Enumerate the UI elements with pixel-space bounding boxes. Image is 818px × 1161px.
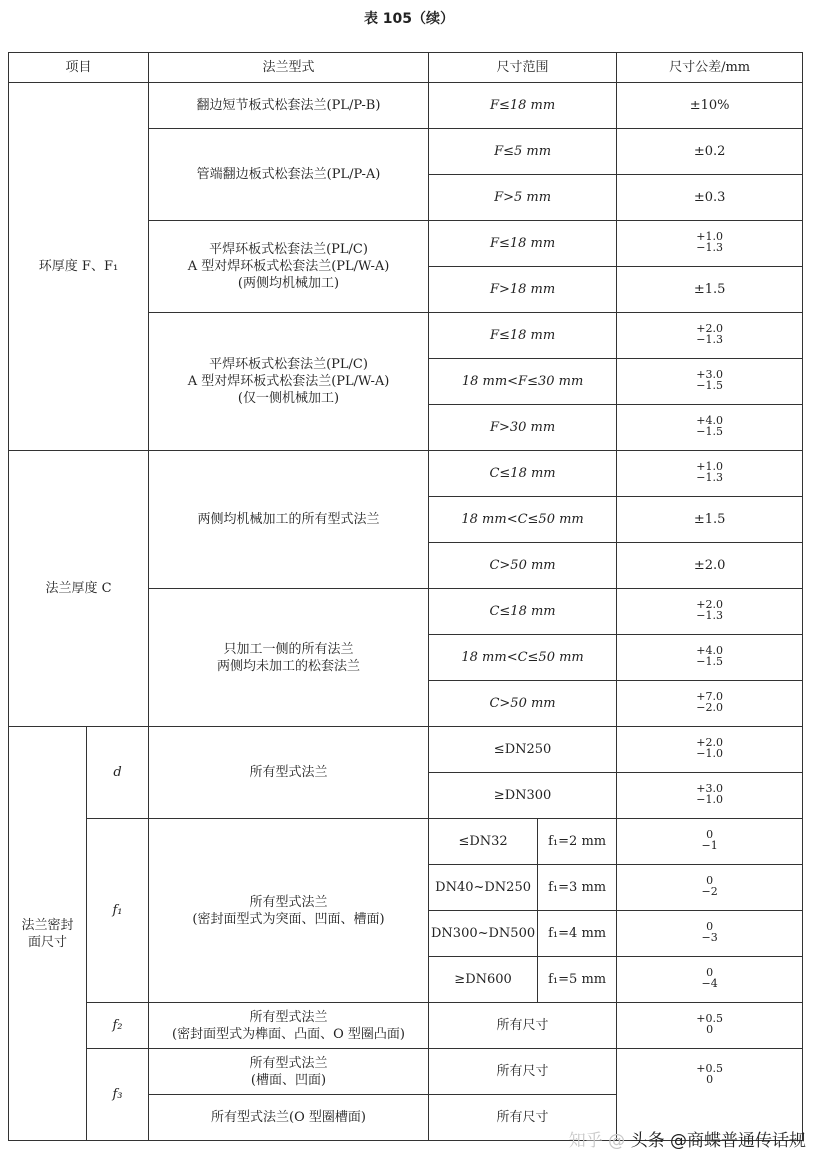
label-line: 面尺寸 bbox=[27, 934, 67, 950]
dn-range-cell: DN40~DN250 bbox=[429, 865, 538, 911]
tolerance-cell: ±2.0 bbox=[617, 543, 803, 589]
tolerance-cell bbox=[617, 221, 803, 267]
flange-type-cell: 管端翻边板式松套法兰(PL/P-A) bbox=[149, 129, 429, 221]
type-line: 两侧均未加工的松套法兰 bbox=[216, 658, 360, 674]
tolerance-cell bbox=[617, 911, 803, 957]
tol-upper: +0.5 bbox=[696, 1012, 723, 1025]
tolerance-cell bbox=[617, 773, 803, 819]
tol-upper: +2.0 bbox=[696, 322, 723, 335]
type-line: (密封面型式为榫面、凸面、O 型圈凸面) bbox=[172, 1026, 405, 1042]
tol-upper: 0 bbox=[706, 966, 714, 979]
tol-upper: 0 bbox=[706, 828, 714, 841]
type-line: A 型对焊环板式松套法兰(PL/W-A) bbox=[187, 374, 390, 389]
param-f2: f₂ bbox=[87, 1003, 149, 1049]
tolerance-cell bbox=[617, 313, 803, 359]
tol-upper: 0 bbox=[706, 874, 714, 887]
type-line: (槽面、凹面) bbox=[250, 1072, 327, 1088]
tol-upper: 0 bbox=[706, 920, 714, 933]
tolerance-cell bbox=[617, 589, 803, 635]
range-cell: F>30 mm bbox=[429, 405, 617, 451]
tol-lower: −1.0 bbox=[696, 747, 723, 760]
flange-type-cell bbox=[149, 1003, 429, 1049]
type-line: 所有型式法兰 bbox=[249, 894, 328, 910]
tolerance-cell bbox=[617, 865, 803, 911]
table-header-row bbox=[9, 53, 803, 83]
tolerance-cell: ±0.2 bbox=[617, 129, 803, 175]
tol-lower: −1.3 bbox=[696, 241, 723, 254]
group-label-flange-thickness: 法兰厚度 C bbox=[9, 451, 149, 727]
tol-upper: +0.5 bbox=[696, 1062, 723, 1075]
tol-upper: +1.0 bbox=[696, 460, 723, 473]
f1-value-cell: f₁=3 mm bbox=[538, 865, 617, 911]
param-d: d bbox=[87, 727, 149, 819]
param-f1: f₁ bbox=[87, 819, 149, 1003]
param-f3: f₃ bbox=[87, 1049, 149, 1141]
range-cell: C≤18 mm bbox=[429, 451, 617, 497]
flange-type-cell: 所有型式法兰 bbox=[149, 727, 429, 819]
tolerance-cell bbox=[617, 957, 803, 1003]
dn-range-cell: ≤DN32 bbox=[429, 819, 538, 865]
tol-upper: +1.0 bbox=[696, 230, 723, 243]
range-cell: 所有尺寸 bbox=[429, 1003, 617, 1049]
flange-type-cell: 两侧均机械加工的所有型式法兰 bbox=[149, 451, 429, 589]
f1-value-cell: f₁=2 mm bbox=[538, 819, 617, 865]
f1-value-cell: f₁=5 mm bbox=[538, 957, 617, 1003]
header-range: 尺寸范围 bbox=[429, 53, 617, 83]
flange-type-cell bbox=[149, 1049, 429, 1095]
flange-type-cell bbox=[149, 221, 429, 313]
watermark-text: 头条 @商蝶普通传话规 bbox=[630, 1131, 806, 1151]
tol-lower: −1.5 bbox=[696, 425, 723, 438]
table-row bbox=[9, 727, 803, 773]
range-cell: F≤5 mm bbox=[429, 129, 617, 175]
tol-upper: +4.0 bbox=[696, 644, 723, 657]
range-cell: F≤18 mm bbox=[429, 221, 617, 267]
tolerance-cell bbox=[617, 635, 803, 681]
tol-lower: −3 bbox=[701, 931, 718, 944]
range-cell: ≥DN300 bbox=[429, 773, 617, 819]
tolerance-table bbox=[8, 52, 803, 1141]
range-cell: 18 mm<C≤50 mm bbox=[429, 635, 617, 681]
range-cell: C>50 mm bbox=[429, 681, 617, 727]
watermark bbox=[569, 1126, 806, 1151]
tol-lower: −1.5 bbox=[696, 655, 723, 668]
tolerance-cell bbox=[617, 451, 803, 497]
header-item: 项目 bbox=[9, 53, 149, 83]
flange-type-cell bbox=[149, 589, 429, 727]
table-row bbox=[9, 83, 803, 129]
type-line: 所有型式法兰 bbox=[249, 1009, 328, 1025]
type-line: 平焊环板式松套法兰(PL/C) bbox=[209, 357, 368, 372]
tolerance-cell bbox=[617, 1003, 803, 1049]
header-type: 法兰型式 bbox=[149, 53, 429, 83]
tol-lower: −2 bbox=[701, 885, 718, 898]
range-cell: ≤DN250 bbox=[429, 727, 617, 773]
watermark-faint: 知乎 @ bbox=[568, 1131, 626, 1151]
tol-lower: −2.0 bbox=[696, 701, 723, 714]
tolerance-cell bbox=[617, 681, 803, 727]
tol-upper: +7.0 bbox=[696, 690, 723, 703]
table-row bbox=[9, 1003, 803, 1049]
type-line: (两侧均机械加工) bbox=[237, 276, 340, 291]
dn-range-cell: DN300~DN500 bbox=[429, 911, 538, 957]
tol-upper: +3.0 bbox=[696, 368, 723, 381]
flange-type-cell bbox=[149, 819, 429, 1003]
type-line: 平焊环板式松套法兰(PL/C) bbox=[209, 242, 368, 257]
tolerance-cell bbox=[617, 359, 803, 405]
tolerance-cell bbox=[617, 405, 803, 451]
tol-upper: +2.0 bbox=[696, 598, 723, 611]
tol-lower: −1.0 bbox=[696, 793, 723, 806]
range-cell: 18 mm<C≤50 mm bbox=[429, 497, 617, 543]
flange-type-cell: 翻边短节板式松套法兰(PL/P-B) bbox=[149, 83, 429, 129]
label-line: 法兰密封 bbox=[21, 917, 74, 933]
range-cell: F≤18 mm bbox=[429, 313, 617, 359]
range-cell: C>50 mm bbox=[429, 543, 617, 589]
tolerance-cell: ±1.5 bbox=[617, 497, 803, 543]
tol-lower: −1.3 bbox=[696, 471, 723, 484]
tolerance-cell: ±0.3 bbox=[617, 175, 803, 221]
type-line: 所有型式法兰 bbox=[249, 1055, 328, 1071]
tol-lower: 0 bbox=[706, 1073, 714, 1086]
flange-type-cell bbox=[149, 313, 429, 451]
tol-lower: −1.5 bbox=[696, 379, 723, 392]
range-cell: 18 mm<F≤30 mm bbox=[429, 359, 617, 405]
header-tolerance: 尺寸公差/mm bbox=[617, 53, 803, 83]
tol-lower: −1.3 bbox=[696, 333, 723, 346]
table-caption: 表 105（续） bbox=[363, 11, 455, 27]
tolerance-cell bbox=[617, 819, 803, 865]
tol-lower: −4 bbox=[701, 977, 718, 990]
range-cell: C≤18 mm bbox=[429, 589, 617, 635]
tol-lower: −1 bbox=[701, 839, 718, 852]
tol-lower: 0 bbox=[706, 1023, 714, 1036]
range-cell: F>5 mm bbox=[429, 175, 617, 221]
group-label-sealing-face bbox=[9, 727, 87, 1141]
dn-range-cell: ≥DN600 bbox=[429, 957, 538, 1003]
tol-upper: +3.0 bbox=[696, 782, 723, 795]
flange-type-cell: 所有型式法兰(O 型圈槽面) bbox=[149, 1095, 429, 1141]
tolerance-cell: ±1.5 bbox=[617, 267, 803, 313]
type-line: A 型对焊环板式松套法兰(PL/W-A) bbox=[187, 259, 390, 274]
tol-upper: +2.0 bbox=[696, 736, 723, 749]
range-cell: F≤18 mm bbox=[429, 83, 617, 129]
tol-lower: −1.3 bbox=[696, 609, 723, 622]
type-line: 只加工一侧的所有法兰 bbox=[223, 641, 354, 657]
tolerance-cell: ±10% bbox=[617, 83, 803, 129]
type-line: (密封面型式为突面、凹面、槽面) bbox=[192, 911, 385, 927]
range-cell: 所有尺寸 bbox=[429, 1095, 617, 1141]
range-cell: F>18 mm bbox=[429, 267, 617, 313]
f1-value-cell: f₁=4 mm bbox=[538, 911, 617, 957]
group-label-ring-thickness: 环厚度 F、F₁ bbox=[9, 83, 149, 451]
tol-upper: +4.0 bbox=[696, 414, 723, 427]
range-cell: 所有尺寸 bbox=[429, 1049, 617, 1095]
type-line: (仅一侧机械加工) bbox=[237, 391, 340, 406]
table-row bbox=[9, 819, 803, 865]
table-row bbox=[9, 1049, 803, 1095]
tolerance-cell bbox=[617, 727, 803, 773]
table-row bbox=[9, 451, 803, 497]
